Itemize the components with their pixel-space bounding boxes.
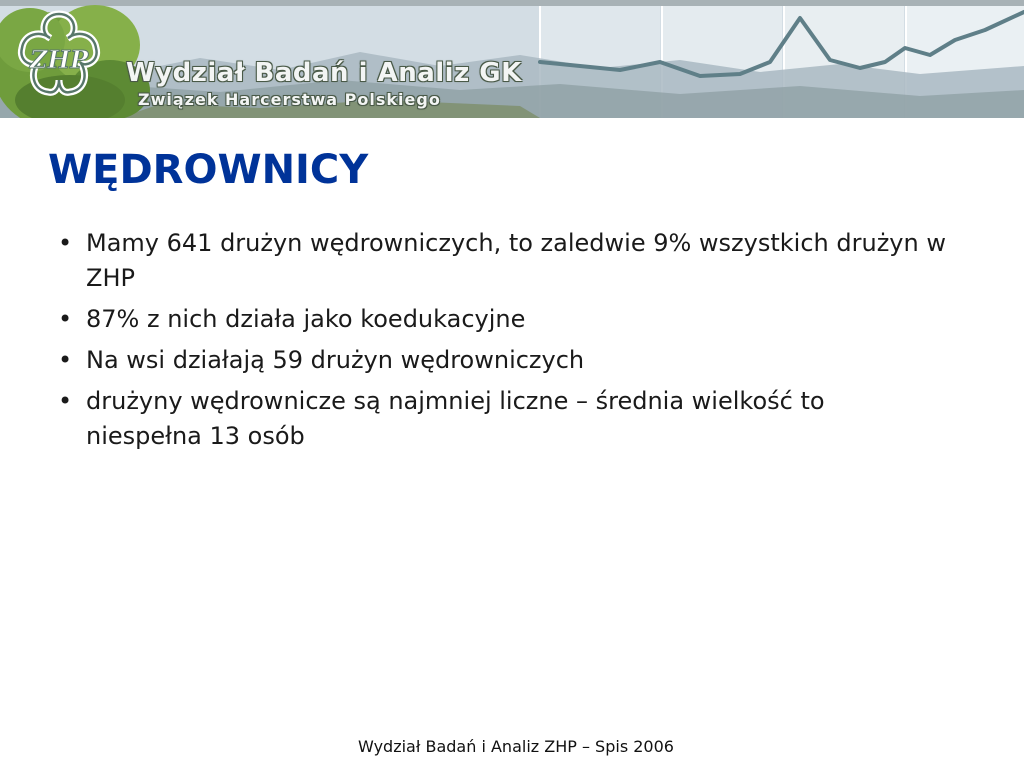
bullet-item [48, 302, 948, 337]
bullet-text: Na wsi działają 59 drużyn wędrowniczych [86, 346, 585, 374]
header-banner [0, 0, 1024, 118]
zhp-logo [4, 4, 114, 114]
bullet-text: 87% z nich działa jako koedukacyjne [86, 305, 526, 333]
bullet-marker: • [58, 346, 73, 374]
bullet-item [48, 384, 948, 454]
bullet-text: Mamy 641 drużyn wędrowniczych, to zaledwie 9% wszystkich drużyn w ZHP [86, 229, 946, 292]
logo-text: ZHP [29, 45, 89, 74]
bullet-marker: • [58, 229, 73, 257]
banner-title: Wydział Badań i Analiz GK [126, 58, 522, 88]
bullet-marker: • [58, 387, 73, 415]
slide-title: WĘDROWNICY [48, 147, 369, 193]
bullet-item [48, 343, 948, 378]
bullet-list [48, 226, 948, 460]
footer-text: Wydział Badań i Analiz ZHP – Spis 2006 [358, 737, 674, 756]
bullet-item [48, 226, 948, 296]
bullet-marker: • [58, 305, 73, 333]
banner-subtitle: Związek Harcerstwa Polskiego [138, 90, 441, 109]
bullet-text: drużyny wędrownicze są najmniej liczne – średnia wielkość to niespełna 13 osób [86, 387, 825, 450]
